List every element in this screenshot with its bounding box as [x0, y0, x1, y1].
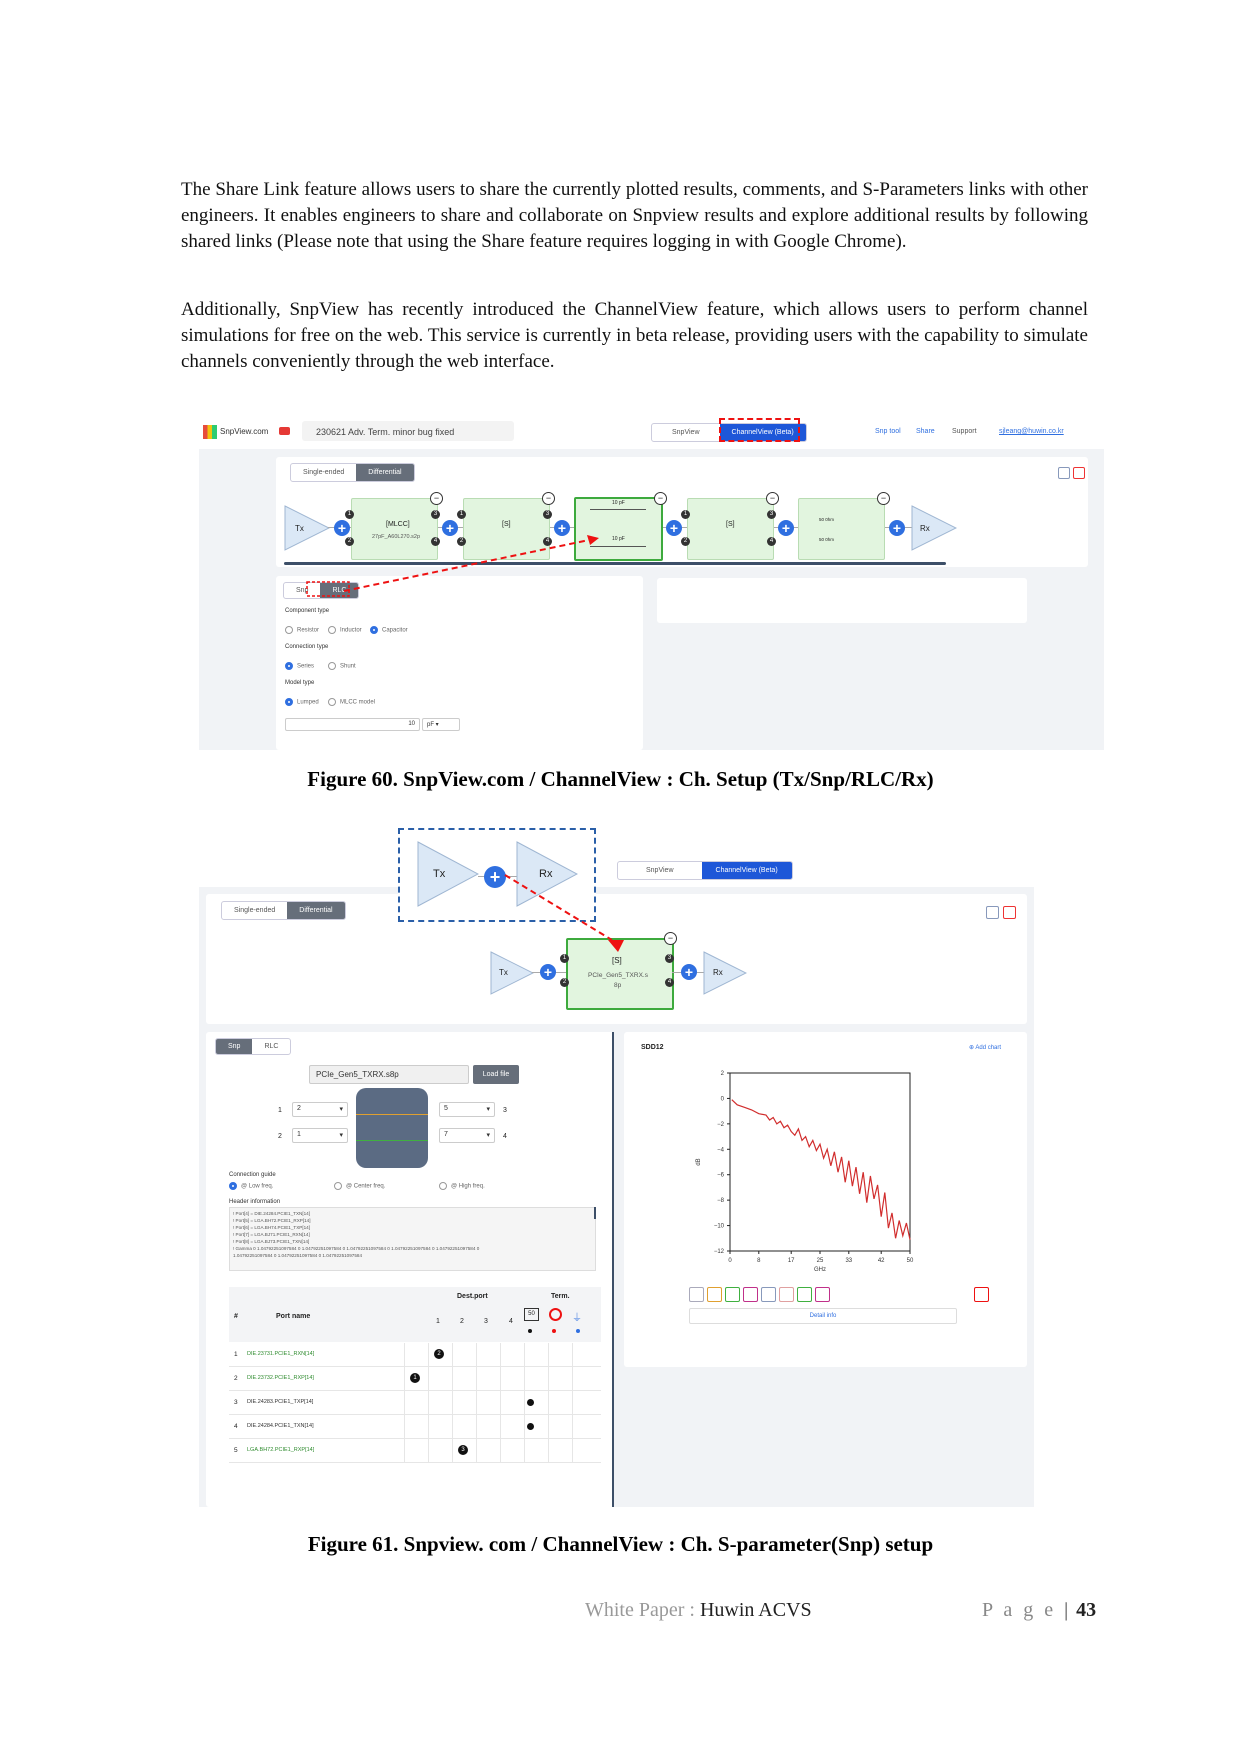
header-info-textarea[interactable] [229, 1207, 596, 1271]
col-dest-port: Dest.port [457, 1293, 488, 1300]
add-component-button[interactable]: + [778, 520, 794, 536]
row-number: 2 [234, 1375, 238, 1382]
cell-divider [452, 1391, 453, 1414]
header-line: ! Port[7] = LGA.BJ71.PCIE1_RXN[14] [233, 1232, 310, 1237]
export-icon[interactable] [725, 1287, 740, 1302]
radio-icon [334, 1182, 342, 1190]
dest-col: 1 [436, 1318, 440, 1325]
add-component-button[interactable]: + [889, 520, 905, 536]
term-dot-ground [576, 1329, 580, 1333]
cell-divider [404, 1439, 405, 1462]
mlcc-title: [MLCC] [386, 521, 410, 528]
res-bottom-value: 50 0hm [819, 537, 835, 542]
dest-port-marker[interactable]: 3 [458, 1445, 468, 1455]
tx-label: Tx [295, 524, 304, 533]
add-component-button[interactable]: + [540, 964, 556, 980]
cell-divider [500, 1343, 501, 1366]
cell-divider [548, 1343, 549, 1366]
port-4: 4 [543, 537, 552, 546]
chart-panel [624, 1032, 1027, 1367]
cell-divider [572, 1415, 573, 1438]
tab-single-ended[interactable]: Single-ended [234, 907, 276, 914]
term-open-icon[interactable] [549, 1308, 562, 1321]
load-file-button[interactable]: Load file [473, 1065, 519, 1084]
cell-divider [476, 1367, 477, 1390]
col-port-name: Port name [276, 1313, 311, 1320]
cell-divider [500, 1367, 501, 1390]
tab-snpview[interactable]: SnpView [672, 429, 700, 436]
trash-icon[interactable] [974, 1287, 989, 1302]
port-3: 3 [543, 510, 552, 519]
cell-divider [452, 1415, 453, 1438]
cap-top-value: 10 pF [612, 500, 625, 506]
add-component-button[interactable]: + [681, 964, 697, 980]
cell-divider [452, 1343, 453, 1366]
header-line: ! Port[8] = LGA.BJ73.PCIE1_TXN[14] [233, 1239, 310, 1244]
table-row[interactable] [229, 1343, 601, 1367]
cell-divider [548, 1415, 549, 1438]
port-select[interactable]: 1 ▾ [292, 1128, 348, 1143]
add-component-button[interactable]: + [442, 520, 458, 536]
cell-divider [476, 1439, 477, 1462]
unit-select[interactable]: pF ▾ [422, 718, 460, 731]
header-line: ! Gamma 0 1.04792251097584 0 1.04792251097584 0 1.04792251097584 0 1.04792251097584 0 1.04792251097584 0 [233, 1246, 480, 1251]
cell-divider [428, 1415, 429, 1438]
s-param-title: [S] [726, 521, 735, 528]
tab-snp[interactable]: Snp [216, 1039, 252, 1054]
cell-divider [572, 1367, 573, 1390]
cell-divider [572, 1391, 573, 1414]
port-1: 1 [345, 510, 354, 519]
rx-label: Rx [713, 968, 723, 977]
row-number: 5 [234, 1447, 238, 1454]
download-icon[interactable] [797, 1287, 812, 1302]
project-title: 230621 Adv. Term. minor bug fixed [316, 427, 455, 437]
page-number: 43 [1076, 1599, 1097, 1621]
radio-mlcc-model[interactable]: MLCC model [328, 698, 375, 706]
cell-divider [428, 1367, 429, 1390]
port-2: 2 [560, 978, 569, 987]
tab-differential[interactable]: Differential [287, 902, 344, 919]
term-50-marker[interactable] [527, 1423, 534, 1430]
table-row[interactable] [229, 1439, 601, 1463]
radio-icon [439, 1182, 447, 1190]
y-axis-label: dB [696, 1158, 702, 1166]
term-ground-icon[interactable]: ⏚ [572, 1313, 582, 1324]
port-2: 2 [345, 537, 354, 546]
cell-divider [500, 1439, 501, 1462]
cell-divider [428, 1439, 429, 1462]
port-select[interactable]: 7 ▾ [439, 1128, 495, 1143]
remove-icon[interactable]: − [654, 492, 667, 505]
term-50-icon[interactable]: 50 [524, 1308, 539, 1321]
x-tick-label: 25 [816, 1258, 824, 1264]
y-tick-label: −6 [717, 1172, 724, 1179]
footer-white-paper: White Paper : Huwin ACVS [585, 1599, 812, 1621]
snp-tool-link[interactable]: Snp tool [875, 428, 901, 435]
radio-shunt[interactable]: Shunt [328, 662, 356, 670]
header-line: ! Port[6] = LGA.BH74.PCIE1_TXP[14] [233, 1225, 310, 1230]
figure61-screenshot [199, 887, 1034, 1507]
cell-divider [452, 1367, 453, 1390]
row-number: 3 [234, 1399, 238, 1406]
sub-tabs [215, 1038, 291, 1055]
add-component-button[interactable]: + [554, 520, 570, 536]
tab-channelview[interactable]: ChannelView (Beta) [702, 862, 792, 879]
cell-divider [404, 1367, 405, 1390]
annotation-arrows [199, 413, 1104, 750]
radio-lumped[interactable]: Lumped [285, 698, 319, 706]
model-type-label: Model type [285, 680, 315, 686]
view-tabs [617, 861, 793, 880]
port-name: LGA.BH72.PCIE1_RXP[14] [247, 1447, 315, 1453]
power-icon[interactable] [1003, 906, 1016, 919]
connection-guide-label: Connection guide [229, 1172, 276, 1178]
dest-col: 2 [460, 1318, 464, 1325]
cell-divider [500, 1391, 501, 1414]
add-component-button[interactable]: + [334, 520, 350, 536]
radio-high-freq[interactable]: @ High freq. [439, 1182, 485, 1190]
inset-tx-triangle [417, 841, 479, 907]
radio-low-freq[interactable]: @ Low freq. [229, 1182, 273, 1190]
marker-icon[interactable] [779, 1287, 794, 1302]
y-tick-label: 0 [720, 1096, 724, 1103]
y-tick-label: −12 [713, 1249, 724, 1255]
cell-divider [476, 1343, 477, 1366]
support-menu[interactable]: Support [952, 428, 977, 435]
row-number: 1 [234, 1351, 238, 1358]
y-tick-label: −8 [717, 1198, 724, 1205]
term-dot-50 [528, 1329, 532, 1333]
sdd12-chart[interactable] [686, 1067, 926, 1282]
port-3: 3 [767, 510, 776, 519]
col-term: Term. [551, 1293, 570, 1300]
chart-title: SDD12 [641, 1044, 664, 1051]
cell-divider [476, 1391, 477, 1414]
footer-page: P a g e | 43 [982, 1599, 1097, 1621]
paragraph-share-link: The Share Link feature allows users to share the currently plotted results, comments, and S-Parameters links with other engineers. It enables engineers to share and collaborate on Snpview results and explore additional results by following shared links (Please note that using the Share feature requires logging in with Google Chrome). [181, 179, 1088, 252]
add-component-button[interactable]: + [666, 520, 682, 536]
radio-series[interactable]: Series [285, 662, 314, 670]
plot-area [730, 1073, 910, 1251]
header-line: 1.04792251097584 0 1.04792251097584 0 1.04792251097584 [233, 1253, 363, 1258]
cell-divider [524, 1415, 525, 1438]
inset-add-button: + [484, 866, 506, 888]
x-tick-label: 0 [728, 1258, 732, 1264]
tab-snp[interactable]: Snp [296, 587, 309, 594]
figure60-caption: Figure 60. SnpView.com / ChannelView : Ch. Setup (Tx/Snp/RLC/Rx) [307, 767, 934, 791]
cell-divider [524, 1367, 525, 1390]
x-tick-label: 8 [757, 1258, 761, 1264]
cell-divider [476, 1415, 477, 1438]
header-info-label: Header information [229, 1199, 281, 1205]
port-4: 4 [767, 537, 776, 546]
cell-divider [404, 1391, 405, 1414]
cell-divider [524, 1343, 525, 1366]
dest-col: 3 [484, 1318, 488, 1325]
dest-port-marker[interactable]: 1 [410, 1373, 420, 1383]
port-4: 4 [431, 537, 440, 546]
remove-icon[interactable]: − [664, 932, 677, 945]
user-account[interactable]: sjleang@huwin.co.kr [999, 428, 1064, 435]
port-2: 2 [457, 537, 466, 546]
inset-tx-label: Tx [433, 868, 446, 880]
y-tick-label: −10 [713, 1223, 724, 1230]
port-label: 3 [503, 1107, 507, 1114]
textarea-scrollbar[interactable] [594, 1207, 596, 1219]
x-tick-label: 42 [877, 1258, 885, 1264]
cap-bottom-value: 10 pF [612, 536, 625, 542]
radio-resistor[interactable]: Resistor [285, 626, 319, 634]
rx-label: Rx [920, 524, 930, 533]
cell-divider [524, 1391, 525, 1414]
radio-center-freq[interactable]: @ Center freq. [334, 1182, 385, 1190]
header-line: ! Port[5] = LGA.BH72.PCIE1_RXP[14] [233, 1218, 311, 1223]
port-1: 1 [560, 954, 569, 963]
cell-divider [404, 1415, 405, 1438]
tab-snpview[interactable]: SnpView [646, 867, 674, 874]
s-param-title: [S] [612, 956, 622, 965]
save-icon[interactable] [707, 1287, 722, 1302]
dest-col: 4 [509, 1318, 513, 1325]
add-chart-button[interactable]: ⊕ Add chart [969, 1045, 1002, 1051]
s-param-title: [S] [502, 521, 511, 528]
delete-chart-icon[interactable] [815, 1287, 830, 1302]
port-name: DIE.24284.PCIE1_TXN[14] [247, 1423, 314, 1429]
port-1: 1 [681, 510, 690, 519]
share-link[interactable]: Share [916, 428, 935, 435]
port-name: DIE.23731.PCIE1_RXN[14] [247, 1351, 315, 1357]
figure61-caption: Figure 61. Snpview. com / ChannelView : Ch. S-parameter(Snp) setup [307, 1532, 934, 1556]
edit-icon[interactable] [743, 1287, 758, 1302]
port-table-body [229, 1343, 601, 1463]
inset-rx-label: Rx [539, 868, 553, 880]
remove-icon[interactable]: − [766, 492, 779, 505]
port-3: 3 [665, 954, 674, 963]
x-tick-label: 17 [787, 1258, 795, 1264]
mode-tabs [221, 901, 346, 920]
port-4: 4 [665, 978, 674, 987]
port-3: 3 [431, 510, 440, 519]
snp-port-diagram [356, 1088, 428, 1168]
remove-icon[interactable]: − [430, 492, 443, 505]
table-row[interactable] [229, 1391, 601, 1415]
paragraph-channelview: Additionally, SnpView has recently introduced the ChannelView feature, which allows users to perform channel simulations for free on the web. This service is currently in beta release, providing users with the capability to simulate channels conveniently through the web interface. [181, 299, 1088, 372]
port-label: 4 [503, 1133, 507, 1140]
y-tick-label: 2 [720, 1071, 724, 1077]
remove-icon[interactable]: − [542, 492, 555, 505]
mlcc-file: 27pF_A60L270.s2p [372, 534, 421, 540]
cell-divider [428, 1343, 429, 1366]
row-number: 4 [234, 1423, 238, 1430]
cell-divider [428, 1391, 429, 1414]
radio-inductor[interactable]: Inductor [328, 626, 362, 634]
tx-label: Tx [499, 968, 508, 977]
port-table-header [229, 1287, 601, 1342]
cell-divider [452, 1439, 453, 1462]
dest-port-marker[interactable]: 2 [434, 1349, 444, 1359]
cell-divider [572, 1439, 573, 1462]
port-select[interactable]: 5 ▾ [439, 1102, 495, 1117]
port-name: DIE.24283.PCIE1_TXP[14] [247, 1399, 314, 1405]
table-row[interactable] [229, 1415, 601, 1439]
port-label: 2 [278, 1133, 282, 1140]
file-name-field[interactable]: PCIe_Gen5_TXRX.s8p [309, 1065, 469, 1084]
port-select[interactable]: 2 ▾ [292, 1102, 348, 1117]
radio-capacitor[interactable]: Capacitor [370, 626, 408, 634]
cell-divider [548, 1391, 549, 1414]
component-type-label: Component type [285, 608, 330, 614]
s-param-file-ext: 8p [614, 982, 622, 989]
header-line: ! Port[4] = DIE.24284.PCIE1_TXN[14] [233, 1211, 310, 1216]
res-top-value: 50 0hm [819, 517, 835, 522]
settings-icon[interactable] [986, 906, 999, 919]
x-tick-label: 33 [845, 1258, 853, 1264]
port-2: 2 [681, 537, 690, 546]
cell-divider [524, 1439, 525, 1462]
value-input[interactable]: 10 [285, 718, 420, 731]
term-dot-open [552, 1329, 556, 1333]
copy-icon[interactable] [689, 1287, 704, 1302]
diagram-line-top [356, 1114, 428, 1115]
s-param-file: PCIe_Gen5_TXRX.s [588, 972, 648, 979]
tab-rlc[interactable]: RLC [264, 1043, 279, 1050]
figure60-screenshot [199, 413, 1104, 750]
detail-info-button[interactable]: Detail info [689, 1308, 957, 1324]
term-50-marker[interactable] [527, 1399, 534, 1406]
graph-icon[interactable] [761, 1287, 776, 1302]
port-name: DIE.23732.PCIE1_RXP[14] [247, 1375, 314, 1381]
y-tick-label: −4 [717, 1147, 724, 1154]
port-1: 1 [457, 510, 466, 519]
table-row[interactable] [229, 1367, 601, 1391]
cell-divider [572, 1343, 573, 1366]
cell-divider [548, 1367, 549, 1390]
panel-splitter[interactable] [612, 1032, 614, 1507]
connection-type-label: Connection type [285, 644, 329, 650]
col-num: # [234, 1313, 238, 1320]
x-tick-label: 50 [906, 1258, 914, 1264]
inset-arrow [500, 870, 630, 960]
remove-icon[interactable]: − [877, 492, 890, 505]
diagram-line-bottom [356, 1140, 428, 1141]
tab-differential[interactable]: Differential [356, 464, 413, 481]
tab-rlc[interactable]: RLC [320, 583, 358, 598]
y-tick-label: −2 [717, 1121, 724, 1128]
x-axis-label: GHz [814, 1267, 826, 1273]
cell-divider [548, 1439, 549, 1462]
tab-single-ended[interactable]: Single-ended [303, 469, 345, 476]
snp-settings-panel [206, 1032, 614, 1507]
port-label: 1 [278, 1107, 282, 1114]
app-logo-text: SnpView.com [220, 427, 269, 436]
cell-divider [404, 1343, 405, 1366]
rx-triangle[interactable] [703, 951, 747, 995]
radio-selected-icon [229, 1182, 237, 1190]
cell-divider [500, 1415, 501, 1438]
tab-channelview[interactable]: ChannelView (Beta) [720, 424, 806, 441]
